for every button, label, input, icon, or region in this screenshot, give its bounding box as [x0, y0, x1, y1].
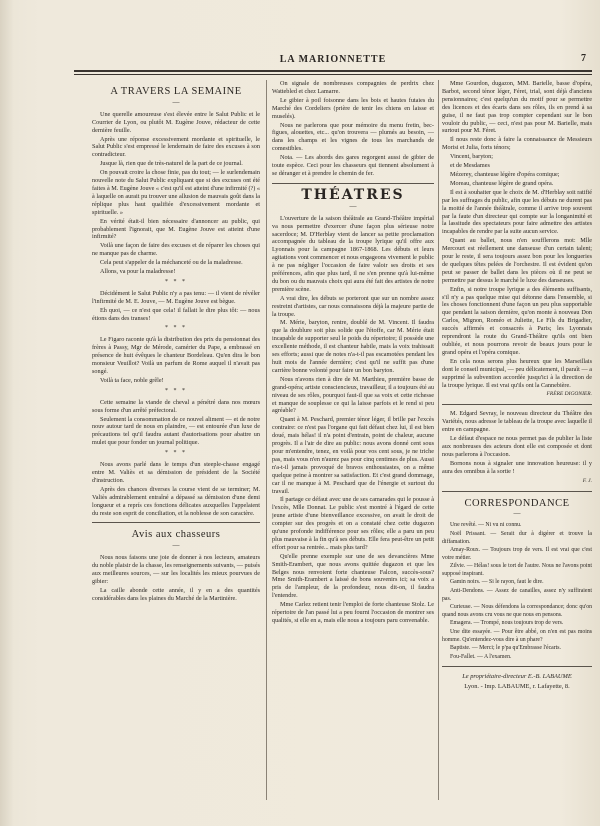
correspondence-item: Baptiste. — Merci; le p'pa qu'Embrasse l'écarts. [450, 645, 561, 652]
paragraph: Allons, va pour la maladresse! [100, 268, 176, 276]
paragraph: Vincent, baryton; [450, 153, 493, 161]
paragraph: Seulement la consommation de ce nouvel aliment — et de notre nouv autour tard de nous en plaindre, — est entourée d'un luxe de précautions tel qu'il faudra autant d'autorisations pour abattre un mulet que pour fonder un journal politique. [92, 415, 260, 447]
paragraph: Nous avons parlé dans le temps d'un steeple-chasse engagé entre M. Valiès et sa démission de président de la Société d'instruction. [92, 461, 260, 484]
star-separator: * * * [165, 278, 187, 285]
paragraph: M. Mérie, baryton, rentre, doublé de M. Vincent. Il faudra que la doublure soit plus solide que l'étoffe, car M. Mérie était incapable de supporter seul le poids du répertoire; il possède une excellente méthode, il est chanteur habile, mais la voix trahissait ses efforts; aussi que de notes n'a-t-il pas escamotées pendant les huit mois de l'année dernière; c'est qu'il ne suffit pas d'une carrière bonne volonté pour faire un bon baryton. [272, 319, 434, 374]
paragraph: Une querelle amoureuse s'est élevée entre le Salut Public et le Courrier de Lyon, ou plutôt M. Eugène Jouve, rédacteur de cette dernière feuille. [92, 110, 260, 134]
correspondence-item: Zilvie. — Hélas! sous le tort de l'autre. Nous ne l'avons point supposé inspirant. [442, 563, 592, 577]
paragraph: Quant à M. Peschard, premier ténor léger, il brille par l'excès contraire: ce n'est pas l'organe qui fait défaut chez lui, il est bien doué, mais hélas! il n'a point d'entrain, point de chaleur, aucune progrès. Il a l'air de dire au public: nous avons donné cent sous pour m'entendre, tenez, en voilà pour vos cent sous, je ne triche pas, mais vous n'en n'aurez pas pour cinq centimes de plus. Aussi n'a-t-il jamais provoqué de bravos enthousiastes, on a même quelque peine à montrer sa satisfaction. Et c'est grand dommage, car il ne manque à M. Peschard que de l'énergie et surtout du travail. [272, 416, 434, 495]
correspondence-item: Fou-Fallet. — A l'examen. [450, 653, 512, 660]
paragraph: Nota. — Les abords des gares regorgent aussi de gibier de toute espèce. Ceci pour les chasseurs qui tiennent absolument à se déranger et à prendre le chemin de fer. [272, 154, 434, 177]
paragraph: Nous ne parlerons que pour mémoire du menu fretin, bec-figues, alouettes, etc... qu'on trouvera — plumés au besoin, — dans les champs et les vignes de tous les marchands de comestibles. [272, 121, 434, 153]
paragraph: On pouvait croire la chose finie, pas du tout; — le surlendemain nouvelle note du Salut Public expliquant que si des excuses ont été faites à M. Eugène Jouve « c'est qu'il est atteint d'une infirmité (?) « à laquelle on aurait pu trouver une allusion de mauvais goût dans la réplique plus haut qualifiée d'excessivement mordante et spirituelle. » [92, 169, 260, 216]
section-heading: Avis aux chasseurs [131, 529, 221, 541]
paragraph: A vrai dire, les débuts se porteront que sur un nombre assez restreint d'artistes, car nous connaissons déjà la majeure partie de la troupe. [272, 294, 434, 318]
heading-dash: — [513, 509, 521, 518]
column-divider [438, 80, 439, 800]
paragraph: Voilà ta face, noble grêle! [100, 376, 164, 384]
section-rule [442, 404, 592, 405]
section-rule [442, 491, 592, 492]
section-heading: CORRESPONDANCE [464, 497, 570, 509]
correspondence-item: Une dite essayée. — Pour être abbé, on n'en est pas moins homme. Qu'entendez-vous dire à un phare? [442, 629, 592, 643]
signature: F. J. [582, 477, 592, 484]
star-separator: * * * [165, 450, 187, 457]
paragraph: Voilà une façon de faire des excuses et de réparer les choses qui ne manque pas de charme. [92, 242, 260, 258]
paragraph: La caille abonde cette année, il y en a des quantités considérables dans les plaines du Marché de la Martinière. [92, 586, 260, 602]
section-rule [92, 522, 260, 523]
paragraph: Nous nous faisons une joie de donner à nos lecteurs, amateurs du noble plaisir de la chasse, les renseignements suivants, — puisés aux meilleures sources, — sur les localités les mieux pourvues de gibier: [92, 554, 260, 585]
masthead-rule [74, 74, 592, 75]
signature: FRÈRE DIGONIER. [546, 391, 592, 398]
paragraph: Après des chances diverses la course vient de se terminer; M. Valiès admirablement entraîné a dépassé sa démission d'une demi longueur et a reprís ces fonctions délicates auxquelles l'appelaient du reste son esprit de conciliation, et la noblesse de son caractère. [92, 485, 260, 517]
correspondence-item: Amay-Roux. — Toujours trop de vers. Il est vrai que c'est votre métier. [442, 547, 592, 561]
heading-dash: — [172, 97, 180, 106]
heading-dash: — [172, 541, 180, 550]
column-3 [442, 80, 592, 800]
paragraph: Il nous reste donc à faire la connaissance de Messieurs Morisi et Julia, forts ténors; [442, 136, 592, 152]
section-heading: THÉATRES [301, 186, 405, 203]
paragraph: Décidément le Salut Public n'y a pas tenu: — il vient de révéler l'infirmité de M. E. Jouve, — M. Eugène Jouve est bègue. [92, 289, 260, 305]
paragraph: Le Figaro raconte qu'à la distribution des prix du pensionnat des frères à Passy, Mgr de Mérode, camérier du Pape, a embrassé en présence de huit évêques le chanteur Bordeleau. Qu'en dira le bon monsieur Veuillot? Voilà un parfum de Rome auquel il n'avait pas songé. [92, 336, 260, 375]
paragraph: Cette semaine la viande de cheval a pénétré dans nos mœurs sous forme d'un arrêté préfectoral. [92, 398, 260, 414]
heading-dash: — [349, 201, 357, 210]
paragraph: En vérité était-il bien nécessaire d'annoncer au public, qui probablement l'ignorait, que M. Eugène Jouve est atteint d'une infirmité? [92, 217, 260, 241]
page-number: 7 [581, 53, 586, 64]
paragraph: Moreau, chanteuse légère de grand opéra. [450, 179, 554, 187]
paragraph: Cela peut s'appeler de la méchanceté ou de la maladresse. [100, 259, 243, 267]
paragraph: et de Mesdames [450, 162, 490, 170]
paragraph: L'ouverture de la saison théâtrale au Grand-Théâtre impérial va nous permettre d'exercer d'une façon plus sérieuse notre sacerdoce; M. D'Herblay vient de lancer sa petite proclamation accompagnée du tableau de la troupe lyrique qu'il offre aux Lyonnais pour la campagne 1867-1868. Les débuts et leurs agitations vont commencer et nous engageons vivement le public à ne pas négliger l'occasion de faire valoir ses droits et ses préférences, afin que plus tard, il ne s'en prenne qu'à lui-même du bon ou du mauvais choix qui aura été fait des artistes de notre première scène. [272, 214, 434, 293]
paragraph: Le défaut d'espace ne nous permet pas de publier la liste aux nonbreuses des acteurs dont elle est composée et dont nous parlerons à l'occasion. [442, 435, 592, 458]
paragraph: Jusque là, rien que de très-naturel de la part de ce journal. [100, 160, 243, 168]
paragraph: On signale de nombreuses compagnies de perdrix chez Wattebled et chez Lamarre. [272, 80, 434, 95]
masthead [74, 42, 592, 72]
correspondence-item: Emagera. — Trompé, nous toujours trop de vers. [450, 620, 564, 627]
correspondence-item: Noël Prissant. — Serait dur à digérer et trouve la diffamation. [442, 530, 592, 545]
paragraph: Mézerey, chanteuse légère d'opéra comique; [450, 170, 560, 178]
correspondence-item: Anti-Dendons. — Assez de canailles, assez n'y suffiraient pas. [442, 588, 592, 602]
paragraph: Mme Carlez retient tenir l'emploi de forte chanteuse Stolz. Le répertoire de l'an passé lui a peu fourni l'occasion de montrer ses qualités, si elle en a, mais elle nous a toujours paru convenable. [272, 601, 434, 624]
paragraph: Il partage ce défaut avec une de ses camarades qui le pousse à l'excès, Mlle Donnat. Le public s'est montré à l'égard de cette jeune artiste d'une bienveillance excessive, on avait le droit de compter sur des progrès et on a constaté chez cette dugazon qu'une profonde indifférence pour ses rôles; elle a paru un peu plus mauvaise à la fin qu'à ses débuts. Elle fera peut-être un petit effort pour sa rentrée... mais plus tard? [272, 496, 434, 551]
paragraph: Bornons nous à signaler une innovation heureuse: il y aura des omnibus à la sortie ! [442, 459, 592, 475]
paragraph: Après une réponse excessivement mordante et spirituelle, le Salut Public s'est empressé le lendemain de faire des excuses à son contradicteur. [92, 135, 260, 159]
newspaper-title: LA MARIONNETTE [279, 54, 387, 65]
paragraph: M. Edgard Sevray, le nouveau directeur du Théâtre des Variétés, nous adresse le tableau de la troupe avec laquelle il entre en campagne. [442, 410, 592, 434]
column-divider [266, 80, 267, 800]
correspondence-item: Curieuse. — Nous défendons la correspondance; donc qu'on quand nous avons cru vous ne que nous en pensons. [442, 604, 592, 618]
paragraph: Quant au ballet, nous n'en soufflerons mot: Mlle Mercourt est réellement une danseuse d'un certain talent; pour le reste, il sera toujours assez bon pour les longueries de quelques têtes pelées de l'orchestre. Il est évident qu'on peut se passer de ballet dans les pièces où il ne peut se permettre par dessus le marché le luxe des danseuses. [442, 237, 592, 284]
column-2 [272, 80, 434, 800]
correspondence-item: Gamin noirs. — Si le rayon, faut le dire. [450, 579, 544, 586]
printer-imprint: Lyon. - Imp. LABAUME, r. Lafayette, 8. [464, 683, 570, 691]
section-heading: A TRAVERS LA SEMAINE [110, 86, 242, 97]
star-separator: * * * [165, 387, 187, 394]
paragraph: Mme Gourdon, dugazon, MM. Barielle, basse d'opéra, Barbot, second ténor léger, Féret, trial, sont déjà d'anciens pensionnaires; c'est quelqu'un du motif pour se permettre des licences et des écarts dans ses rôles, ils en prend à sa guise, il ne faut pas trop compter cependant sur le bon vouloir du public, — ceci, n'est pas pour M. Barielle, mais surtout pour M. Féret. [442, 80, 592, 135]
correspondence-item: Une revêté. — Ni vu ni connu. [450, 522, 522, 529]
paragraph: Enfin, si notre troupe lyrique a des éléments suffisants, s'il n'y a pas quelque mise qui détonne dans l'ensemble, si les choses fonctionnent d'une façon un peu plus supportable que pendant la saison dernière, qu'on monte à nouveau Don Carlos, Mignon, Roméo et Juliette, Le Fils du Brigadier, succès affirmés et consacrés à Paris; les Lyonnais reprendront la route du Grand-Théâtre qu'ils ont bien oubliée, et nous pourrons revoir de beaux jours pour le grand opéra et l'opéra comique. [442, 285, 592, 356]
column-1 [92, 80, 260, 800]
section-rule [272, 183, 434, 184]
star-separator: * * * [165, 325, 187, 332]
section-rule [442, 666, 592, 667]
paragraph: Il est à souhaiter que le choix de M. d'Herblay soit ratifié par les suffrages du public, afin que les débuts ne durent pas la moitié de l'année théâtrale, comme il arrive trop souvent par la faute d'un directeur qui compte sur la longanimité et la lassitude des spectateurs pour faire admettre des artistes incapables de rendre par la suite aucun service. [442, 188, 592, 236]
paragraph: Nous n'avons rien à dire de M. Marthieu, première basse de grand-opéra; artiste consciencieux, travailleur, il a toujours été au niveau de ses rôles, pourquoi faut-il que sa voix et cette richesse et manque de souplesse ce qui la laisse parfois et le rend si peu agréable? [272, 375, 434, 415]
paragraph: Le gibier à poil foisonne dans les bois et hautes futaies du Marché des Cordeliers (prière de tenir les chiens en laisse et muselés). [272, 96, 434, 120]
paragraph: En cela nous serons plus heureux que les Marseillais dont le conseil municipal, — peu délicatement, il paraît — a supprimé la subvention accordée jusqu'ici à la direction de la troupe lyrique. Il est vrai qu'ils ont la Cannebière. [442, 357, 592, 389]
paragraph: Eh quoi, — ce n'est que cela! il fallait le dire plus tôt: — nous étions dans des transes! [92, 306, 260, 322]
paragraph: Qu'elle prenne exemple sur une de ses devancières Mme Smith-Erambert, que nous avons quittée dugazon et que les Belges nous renvoient forte chanteuse Falcon, succès-sous? Mme Smith-Erambert a laissé de bons souvenirs ici; sa voix a pris de l'ampleur, de la profondeur, nous dit-on, il faudra l'entendre. [272, 552, 434, 600]
publisher-line: Le propriétaire-directeur E.-B. LABAUME [462, 673, 572, 681]
